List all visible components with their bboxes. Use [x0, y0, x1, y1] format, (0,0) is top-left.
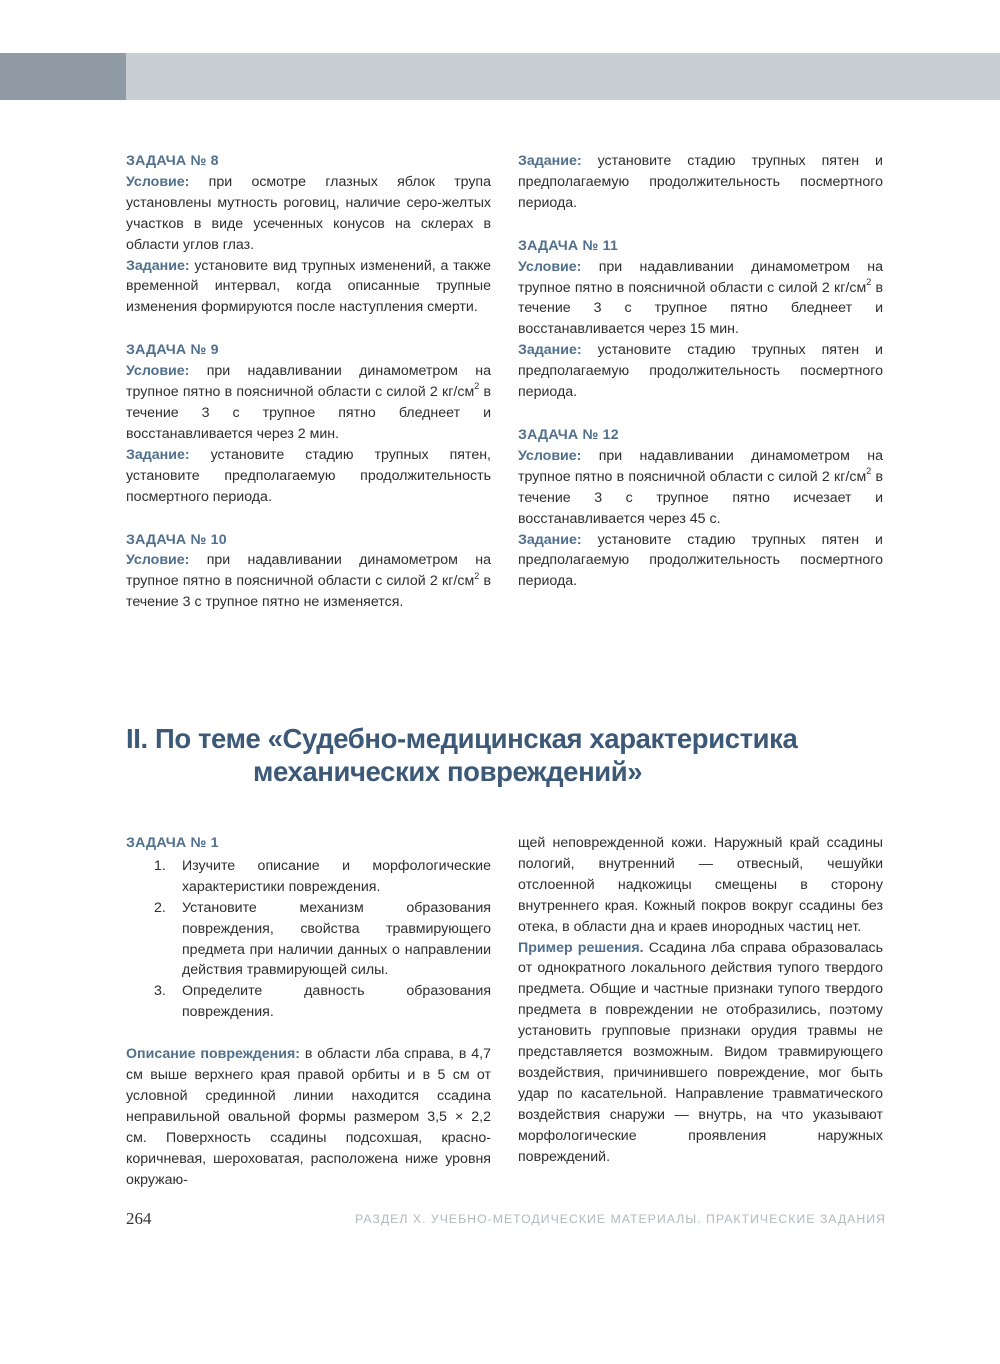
condition-label: Условие: [126, 552, 190, 569]
task-title: ЗАДАЧА № 12 [518, 426, 619, 443]
assignment-label: Задание: [126, 257, 190, 274]
condition-text: при надавливании динамометром на трупное пятно в поясничной области с силой 2 кг/см [126, 363, 491, 401]
section-heading-line-1: II. По теме «Судебно-медицинская характеристика [126, 723, 798, 754]
task1-right-column [518, 833, 883, 1168]
condition-text: при надавливании динамометром на трупное пятно в поясничной области с силой 2 кг/см [518, 447, 883, 485]
task-10 [126, 530, 491, 614]
list-item [126, 856, 491, 898]
task-10-assignment [518, 151, 883, 214]
list-item-text: Установите механизм образования повреждения, свойства травмирующего предмета при наличии данных о направлении действия травмирующей силы. [182, 899, 491, 979]
superscript: 2 [474, 381, 480, 392]
task-condition [518, 446, 883, 530]
condition-text-cont: в течение 3 с трупное пятно бледнеет и восстанавливается через 15 мин. [518, 279, 883, 338]
assignment-label: Задание: [126, 446, 190, 463]
assignment-text: установите стадию трупных пятен и предполагаемую продолжительность посмертного периода. [518, 342, 883, 401]
condition-text-cont: в течение 3 с трупное пятно не изменяется. [126, 573, 491, 611]
condition-text: при осмотре глазных яблок трупа установлены мутность роговиц, наличие серо-желтых участков в виде усеченных конусов на склерах в области углов глаз. [126, 173, 491, 253]
condition-label: Условие: [126, 173, 190, 190]
list-item-text: Изучите описание и морфологические характеристики повреждения. [182, 857, 491, 895]
task-assignment [126, 445, 491, 508]
task-condition [126, 361, 491, 445]
task-assignment [126, 256, 491, 319]
description-label: Описание повреждения: [126, 1046, 300, 1063]
assignment-label: Задание: [518, 342, 582, 359]
condition-text-cont: в течение 3 с трупное пятно бледнеет и восстанавливается через 2 мин. [126, 384, 491, 442]
list-item-text: Определите давность образования повреждения. [182, 983, 491, 1021]
description-text: в области лба справа, в 4,7 см выше верхнего края правой орбиты и в 5 см от условной срединной линии находится ссадина неправильной овальной формы размером 3,5 × 2,2 см. Поверхность ссадины подсохшая, красно-коричневая, шероховатая, расположена ниже уровня окружаю- [126, 1046, 491, 1188]
tasks-right-column [518, 151, 883, 614]
condition-text-cont: в течение 3 с трупное пятно исчезает и восстанавливается через 45 с. [518, 468, 883, 527]
list-item-number: 3. [154, 983, 166, 1000]
task-assignment [518, 340, 883, 403]
task-8 [126, 151, 491, 318]
task-assignment [518, 151, 883, 214]
task-12 [518, 425, 883, 592]
example-solution [518, 938, 883, 1168]
page-number: 264 [126, 1209, 152, 1228]
task-title: ЗАДАЧА № 8 [126, 153, 219, 169]
task-assignment [518, 530, 883, 593]
task-title: ЗАДАЧА № 11 [518, 237, 619, 254]
list-item-number: 1. [154, 857, 166, 874]
condition-label: Условие: [518, 447, 582, 464]
task-11 [518, 236, 883, 403]
task-title: ЗАДАЧА № 1 [126, 835, 219, 851]
superscript: 2 [866, 466, 872, 477]
assignment-text: установите стадию трупных пятен и предполагаемую продолжительность посмертного периода. [518, 531, 883, 590]
example-label: Пример решения. [518, 939, 644, 956]
task-title: ЗАДАЧА № 10 [126, 531, 227, 548]
condition-label: Условие: [518, 258, 582, 275]
task1-left-column [126, 833, 491, 1191]
description-continuation: щей неповрежденной кожи. Наружный край ссадины пологий, внутренний — отвесный, чешуйки отслоенной надкожицы смещены в сторону внутреннего края. Кожный покров вокруг ссадины без отека, в области дна и краев инородных частиц нет. [518, 835, 883, 935]
list-item-number: 2. [154, 899, 166, 916]
assignment-text: установите стадию трупных пятен, установите предполагаемую продолжительность посмертного периода. [126, 446, 491, 505]
tasks-left-column [126, 151, 491, 635]
header-band-accent [0, 53, 126, 100]
damage-description [126, 1044, 491, 1190]
condition-label: Условие: [126, 363, 190, 380]
assignment-label: Задание: [518, 531, 582, 548]
task-title: ЗАДАЧА № 9 [126, 342, 219, 359]
header-band [0, 53, 1000, 100]
condition-text: при надавливании динамометром на трупное пятно в поясничной области с силой 2 кг/см [518, 258, 883, 296]
assignment-text: установите стадию трупных пятен и предполагаемую продолжительность посмертного периода. [518, 153, 883, 211]
list-item [126, 898, 491, 982]
superscript: 2 [474, 570, 480, 581]
section-heading-line-2: механических повреждений» [253, 756, 643, 787]
assignment-label: Задание: [518, 153, 582, 169]
task-condition [126, 172, 491, 256]
condition-text: при надавливании динамометром на трупное пятно в поясничной области с силой 2 кг/см [126, 552, 491, 590]
task-steps-list [126, 856, 491, 1023]
section-heading [126, 722, 846, 788]
task-condition [518, 257, 883, 341]
superscript: 2 [866, 276, 872, 287]
task-9 [126, 340, 491, 507]
running-title: РАЗДЕЛ X. УЧЕБНО-МЕТОДИЧЕСКИЕ МАТЕРИАЛЫ. ПРАКТИЧЕСКИЕ ЗАДАНИЯ [354, 1212, 886, 1226]
task-condition [126, 550, 491, 613]
assignment-text: установите вид трупных изменений, а также временной интервал, когда описанные трупные изменения формируются после наступления смерти. [126, 257, 491, 316]
example-text: Ссадина лба справа образовалась от однократного локального действия тупого твердого предмета. Общие и частные признаки тупого твердого предмета в повреждении не отобразились, поэтому установить групповые признаки орудия травмы не представляется возможным. Видом травмирующего воздействия, причинившего повреждение, мог быть удар по касательной. Направление травматического воздействия снаружи — внутрь, на что указывают морфологические проявления наружных повреждений. [518, 939, 883, 1165]
list-item [126, 981, 491, 1023]
